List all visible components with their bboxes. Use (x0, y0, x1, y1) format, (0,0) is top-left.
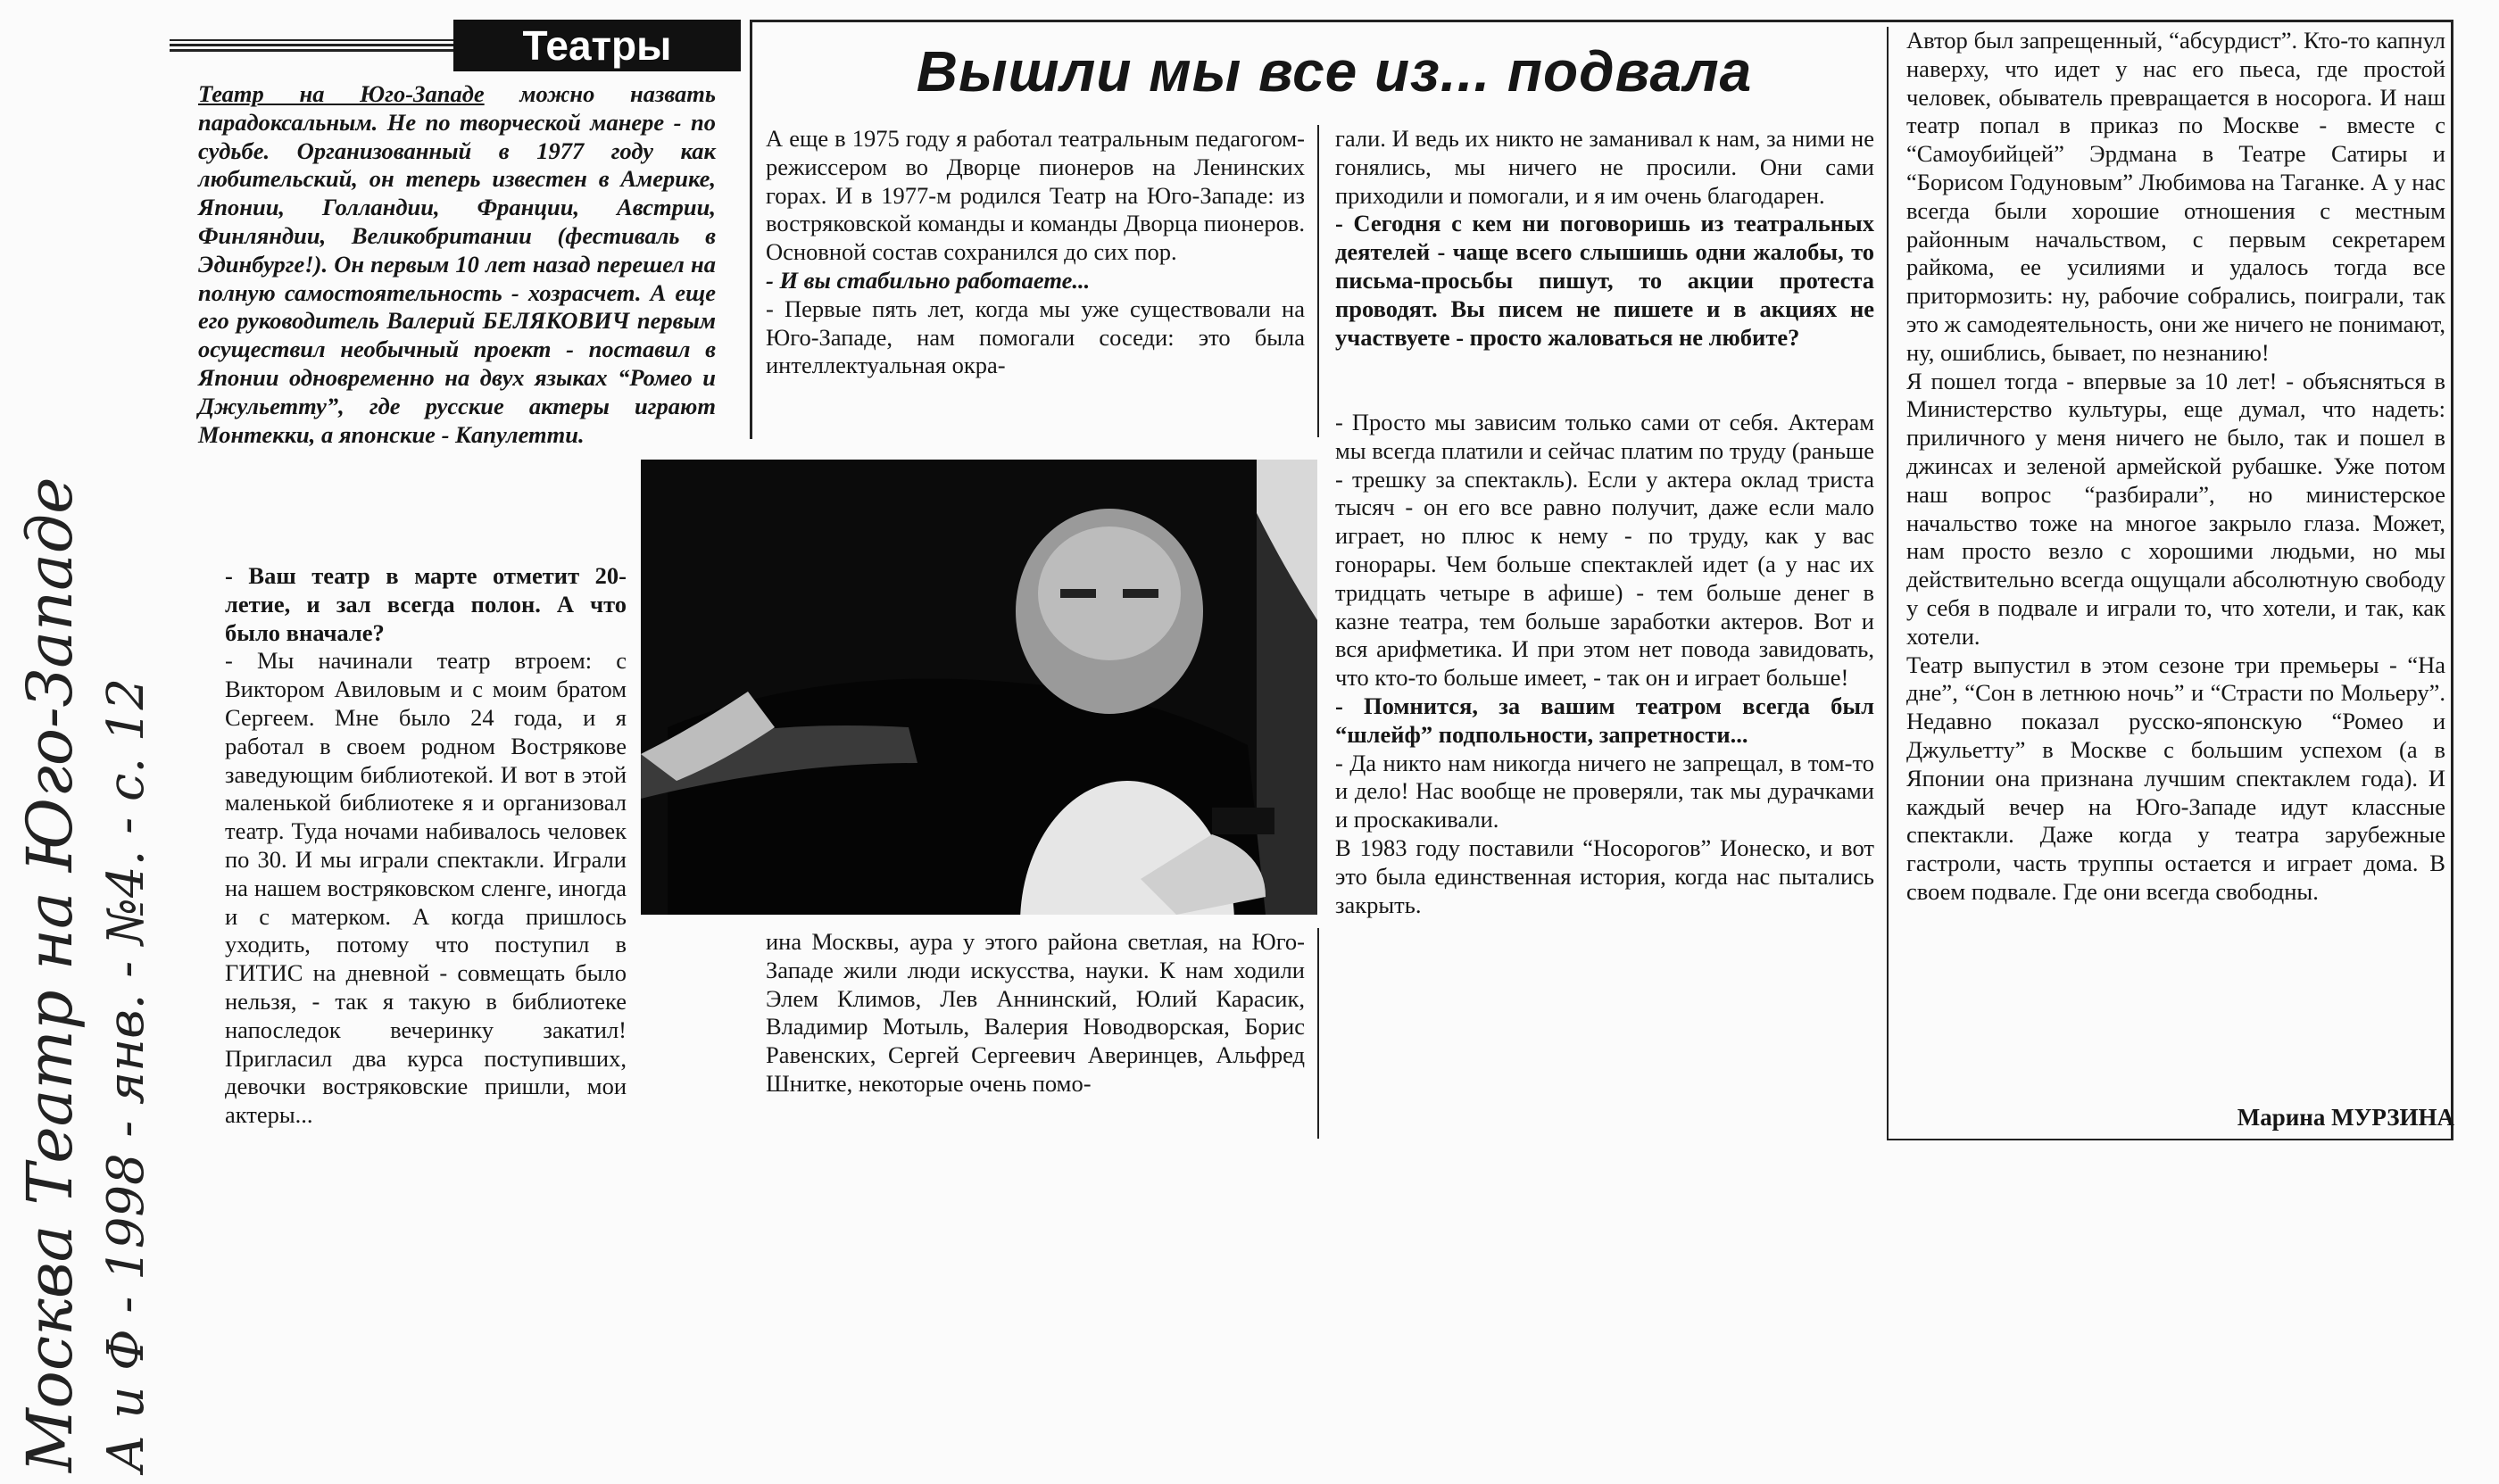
column-rule-3 (1887, 27, 1889, 1139)
lead-divider-rule (750, 20, 752, 439)
paragraph: - И вы стабильно работаете... (766, 266, 1091, 294)
column-2-top (766, 125, 1305, 380)
lead-theatre-name: Театр на Юго-Западе (198, 80, 485, 107)
paragraph: Я пошел тогда - впервые за 10 лет! - объясняться в Министерство культуры, еще думал, что надеть: приличного у меня ничего не было, так и пошел в джинсах и зеленой армейской рубашке. Уже потом наш вопрос “разбирали”, но министерское начальство тоже на многое закрыло глаза. Может, нам просто везло с хорошими людьми, но мы действительно всегда ощущали абсолютную свободу у себя в подвале и играли то, что хотели, и так, как хотели. (1906, 367, 2445, 650)
paragraph: В 1983 году поставили “Носорогов” Ионеско, и вот это была единственная история, когда нас пытались закрыть. (1335, 833, 1874, 918)
column-1 (225, 562, 627, 1130)
paragraph: - Сегодня с кем ни поговоришь из театральных деятелей - чаще всего слышишь одни жалобы, то письма-просьбы пишут, то акции протеста проводят. Вы писем не пишете и в акциях не участвуете - просто жаловаться не любите? (1335, 210, 1874, 351)
headline: Вышли мы все из... подвала (916, 39, 1753, 104)
paragraph: - Мы начинали театр втроем: с Виктором Авиловым и с моим братом Сергеем. Мне было 24 года, и я работал в своем родном Вострякове заведующим библиотекой. И вот в этой маленькой библиотеке я и организовал театр. Туда ночами набивалось человек по 30. И мы играли спектакли. Играли на нашем востряковском сленге, иногда и с матерком. А когда пришлось уходить, потому что поступил в ГИТИС на дневной - совмещать было нельзя, - так я такую в библиотеке напоследок вечеринку закатил! Пригласил два курса поступивших, девочки востряковские пришли, мои актеры... (225, 647, 627, 1129)
paragraph: - Просто мы зависим только сами от себя. Актерам мы всегда платили и сейчас платим по труду (раньше - трешку за спектакль). Если у актера оклад триста тысяч - он его все равно получит, даже если мало играет, но плюс к нему - по труду, как у вас гонорары. Чем больше спектаклей идет (а у нас их тридцать четыре в афише) - тем больше денег в казне театра, тем больше заработки актеров. Вот и вся арифметика. И при этом нет повода завидовать, что кто-то больше имеет, - так он и играет больше! (1335, 409, 1874, 692)
paragraph: - Первые пять лет, когда мы уже существовали на Юго-Западе, нам помогали соседи: это была интеллектуальная окра- (766, 294, 1305, 379)
author-signature: Марина МУРЗИНА (2237, 1104, 2454, 1131)
handwriting-line-1: Москва Театр на Юго-Западе (13, 477, 87, 1472)
handwritten-archive-note (9, 178, 170, 1481)
rubric-label: Театры (453, 20, 741, 71)
column-3-top (1335, 125, 1874, 352)
column-rule-2b (1317, 928, 1319, 1139)
lead-paragraph (198, 80, 716, 449)
paragraph: - Помнится, за вашим театром всегда был “шлейф” подпольности, запретности... (1335, 692, 1874, 748)
rubric-stripe (170, 39, 453, 52)
top-rule (750, 20, 2451, 22)
right-rule (2451, 20, 2453, 1140)
paragraph: Театр выпустил в этом сезоне три премьеры - “На дне”, “Сон в летнюю ночь” и “Страсти по Мольеру”. Недавно показал русско-японскую “Ромео и Джульетту” в Москве с большим успехом (а в Японии она признана лучшим спектаклем года). И каждый вечер на Юго-Западе идут классные спектакли. Даже когда у театра зарубежные гастроли, часть труппы остается и играет дома. В своем подвале. Где они всегда свободны. (1906, 651, 2445, 905)
lead-text: можно назвать парадоксальным. Не по творческой манере - по судьбе. Организованный в 1977 году как любительский, он теперь известен в Америке, Японии, Голландии, Франции, Австрии, Финляндии, Великобритании (фестиваль в Эдинбурге!). Он первым 10 лет назад перешел на полную самостоятельность - хозрасчет. А еще его руководитель Валерий БЕЛЯКОВИЧ первым осуществил необычный проект - поставил в Японии одновременно на двух языках “Ромео и Джульетту”, где русские актеры играют Монтекки, а японские - Капулетти. (198, 80, 716, 448)
portrait-image (641, 460, 1317, 915)
paragraph: ина Москвы, аура у этого района светлая, на Юго-Западе жили люди искусства, науки. К нам ходили Элем Климов, Лев Аннинский, Юлий Карасик, Владимир Мотыль, Валерия Новодворская, Борис Равенских, Сергей Сергеевич Аверинцев, Альфред Шнитке, некоторые очень помо- (766, 928, 1305, 1097)
paragraph: - Да никто нам никогда ничего не запрещал, в том-то и дело! Нас вообще не проверяли, так мы дурачками и проскакивали. (1335, 749, 1874, 833)
paragraph: Автор был запрещенный, “абсурдист”. Кто-то капнул наверху, что идет у нас его пьеса, где простой человек, обыватель превращается в носорога. И наш театр попал в приказ по Москве - вместе с “Самоубийцей” Эрдмана в Театре Сатиры и “Борисом Годуновым” Любимова на Таганке. А у нас всегда были хорошие отношения с местным районным начальством, с первым секретарем райкома, ее усилиями и удалось тогда все притормозить: ну, рабочие собрались, поиграли, так это ж самодеятельность, они же ничего не понимают, ну, ошиблись, бывает, по незнанию! (1906, 27, 2445, 366)
paragraph: - Ваш театр в марте отметит 20-летие, и зал всегда полон. А что было вначале? (225, 562, 627, 646)
column-2-bottom (766, 928, 1305, 1098)
handwriting-line-2: А и Ф - 1998 - янв. - №4. - с. 12 (97, 677, 155, 1472)
paragraph: гали. И ведь их никто не заманивал к нам, за ними не гонялись, мы ничего не просили. Они сами приходили и помогали, и я им очень благодарен. (1335, 125, 1874, 209)
column-4 (1906, 27, 2445, 907)
column-3-bottom (1335, 409, 1874, 919)
column-rule-2 (1317, 125, 1319, 437)
article-photo (641, 460, 1317, 915)
paragraph: А еще в 1975 году я работал театральным педагогом-режиссером во Дворце пионеров на Ленинских горах. И в 1977-м родился Театр на Юго-Западе: из востряковской команды и команды Дворца пионеров. Основной состав сохранился до сих пор. (766, 125, 1305, 266)
bottom-rule (1887, 1139, 2453, 1140)
